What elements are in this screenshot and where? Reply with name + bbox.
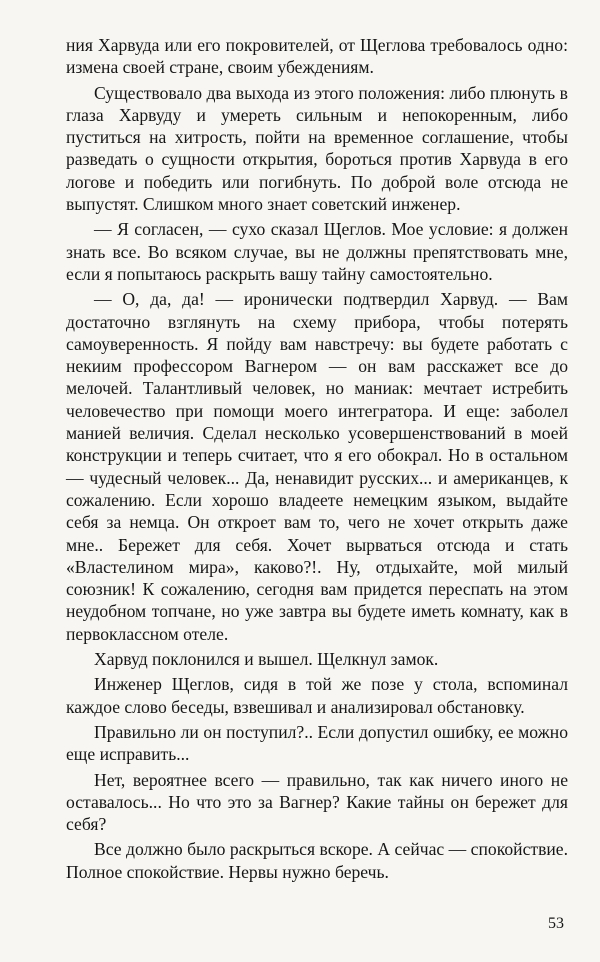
paragraph-4: — О, да, да! — иронически подтвердил Харвуд. — Вам достаточно взглянуть на схему прибора, чтобы потерять самоуверенность. Я пойду вам навстречу: вы будете работать с некиим профессором Вагнером — он вам расскажет все до мелочей. Талантливый человек, но маниак: мечтает истребить человечество при помощи моего интегратора. И еще: заболел манией величия. Сделал несколько усовершенствований в моей конструкции и теперь считает, что я его обокрал. Но в остальном — чудесный человек... Да, ненавидит русских... и американцев, к сожалению. Если хорошо владеете немецким языком, выдайте себя за немца. Он откроет вам то, чего не хочет открыть даже мне.. Бережет для себя. Хочет вырваться отсюда и стать «Властелином мира», каково?!. Ну, отдыхайте, мой милый союзник! К сожалению, сегодня вам придется переспать на этом неудобном топчане, но уже завтра вы будете иметь комнату, как в первоклассном отеле. <box>66 289 568 644</box>
paragraph-8: Нет, вероятнее всего — правильно, так как ничего иного не оставалось... Но что это за Вагнер? Какие тайны он бережет для себя? <box>66 769 568 835</box>
page-number: 53 <box>548 915 564 932</box>
paragraph-1: ния Харвуда или его покровителей, от Щеглова требовалось одно: измена своей стране, своим убеждениям. <box>66 35 568 78</box>
paragraph-6: Инженер Щеглов, сидя в той же позе у стола, вспоминал каждое слово беседы, взвешивал и анализировал обстановку. <box>66 674 568 717</box>
paragraph-2: Существовало два выхода из этого положения: либо плюнуть в глаза Харвуду и умереть сильным и непокоренным, либо пуститься на хитрость, пойти на временное соглашение, чтобы разведать о сущности открытия, бороться против Харвуда в его логове и победить или погибнуть. По доброй воле отсюда не выпустят. Слишком много знает советский инженер. <box>66 82 568 215</box>
paragraph-7: Правильно ли он поступил?.. Если допустил ошибку, ее можно еще исправить... <box>66 721 568 765</box>
paragraph-5: Харвуд поклонился и вышел. Щелкнул замок. <box>94 649 439 670</box>
paragraph-9: Все должно было раскрыться вскоре. А сейчас — спокойствие. Полное спокойствие. Нервы нужно беречь. <box>66 839 568 882</box>
paragraph-3: — Я согласен, — сухо сказал Щеглов. Мое условие: я должен знать все. Во всяком случае, вы не должны препятствовать мне, если я попытаюсь раскрыть вашу тайну самостоятельно. <box>66 219 568 284</box>
